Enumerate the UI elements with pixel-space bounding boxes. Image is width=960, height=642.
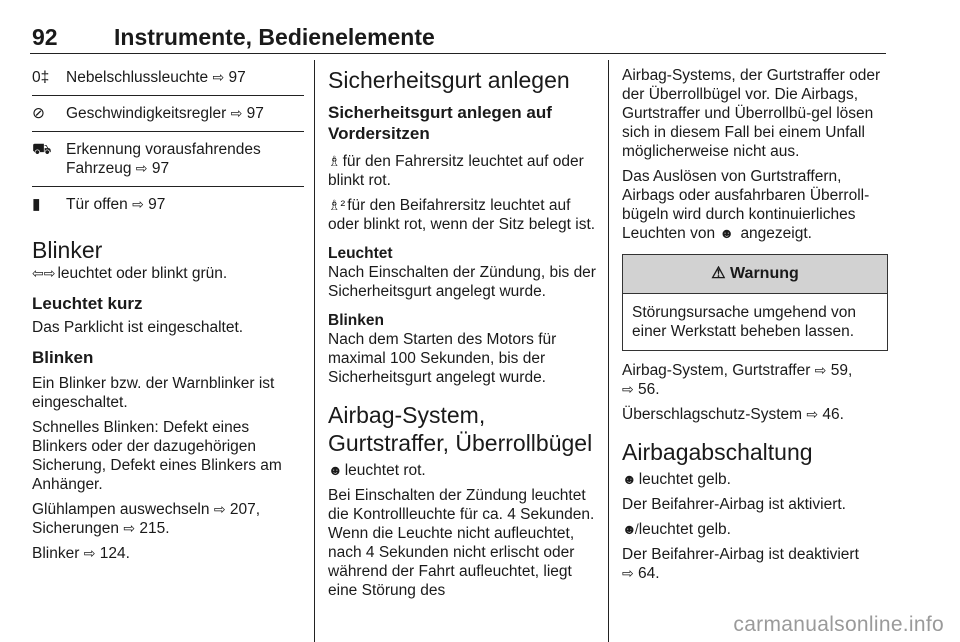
reference-arrow-icon: ⇨ xyxy=(622,565,634,581)
fog-light-icon: 0‡ xyxy=(32,69,50,86)
column-divider-1 xyxy=(314,60,315,642)
airbag-icon: ☻ xyxy=(719,225,735,241)
list-item-vehicle-ahead: ⛟ Erkennung vorausfahrendes Fahrzeug ⇨ 97 xyxy=(32,132,304,187)
seatbelt-icon: ♗ xyxy=(328,153,341,169)
column-1: 0‡ Nebelschlussleuchte ⇨ 97 ⊘ Geschwindigkeitsregler ⇨ 97 ⛟ Erkennung vorausfahrendes Fahrzeug ⇨ 97 ▮ Tür offen ⇨ 97 Blinker ⇦⇨ leuchtet oder blinkt grün. Leuchtet kurz Das Parklicht ist eingeschaltet. Blinken Ein Blinker bzw. der Warnblinker ist eingeschaltet. Schnelles Blinken: Defekt eines Blinkers oder der dazugehörigen Sicherung, Defekt eines Blinkers am Anhänger. Glühlampen auswechseln ⇨ 207, Sicherungen ⇨ 215. Blinker ⇨ 124. xyxy=(32,60,304,563)
warning-body: Störungsursache umgehend von einer Werkstatt beheben lassen. xyxy=(632,304,857,340)
section-heading-blinker: Blinker xyxy=(32,237,103,263)
page-title: Instrumente, Bedienelemente xyxy=(114,24,435,50)
warning-box xyxy=(622,254,888,351)
reference-arrow-icon: ⇨ xyxy=(806,406,819,422)
page-reference[interactable]: 97 xyxy=(151,160,170,177)
page-reference[interactable]: 97 xyxy=(228,69,246,86)
list-item-fog-light: 0‡ Nebelschlussleuchte ⇨ 97 xyxy=(32,60,304,96)
reference-arrow-icon: ⇨ xyxy=(123,520,136,536)
reference-arrow-icon: ⇨ xyxy=(212,69,225,85)
column-3: Airbag-Systems, der Gurtstraffer oder der Überrollbügel vor. Die Airbags, Gurtstraffer und Überrollbü-gel lösen sich in diesem Fall bei einem Unfall möglicherweise nicht aus. Das Auslösen von Gurtstraffern, Airbags oder ausfahrbaren Überroll-bügeln wird durch kontinuierliches Leuchten von ☻ angezeigt. ⚠ Warnung Störungsursache umgehend von einer Werkstatt beheben lassen. Airbag-System, Gurtstraffer ⇨ 59, ⇨ 56. Überschlagschutz-System ⇨ 46. Airbagabschaltung ☻ leuchtet gelb. Der Beifahrer-Airbag ist aktiviert. ☻̸ leuchtet gelb. Der Beifahrer-Airbag ist deaktiviert ⇨ 64. xyxy=(622,60,888,583)
page-header xyxy=(30,24,886,54)
airbag-icon: ☻ xyxy=(328,462,343,478)
section-heading-airbag-deactivation: Airbagabschaltung xyxy=(622,439,813,465)
section-heading-seatbelt: Sicherheitsgurt anlegen xyxy=(328,67,570,93)
warning-triangle-icon: ⚠ xyxy=(711,265,726,282)
seatbelt-passenger-icon: ♗² xyxy=(328,197,346,213)
subheading-leuchtet-kurz: Leuchtet kurz xyxy=(32,294,143,313)
page-reference[interactable]: 64. xyxy=(638,565,660,582)
subheading-front-seats: Sicherheitsgurt anlegen auf Vordersitzen xyxy=(328,103,552,143)
watermark: carmanualsonline.info xyxy=(733,613,944,636)
reference-arrow-icon: ⇨ xyxy=(132,196,144,212)
page-number: 92 xyxy=(32,24,58,50)
header-divider xyxy=(30,53,886,54)
reference-arrow-icon: ⇨ xyxy=(83,545,96,561)
airbag-on-icon: ☻ xyxy=(622,471,637,487)
page-reference[interactable]: 59, xyxy=(830,362,853,379)
list-item-door-open: ▮ Tür offen ⇨ 97 xyxy=(32,196,166,213)
warning-header xyxy=(623,255,887,294)
reference-arrow-icon: ⇨ xyxy=(135,160,148,176)
warning-title: Warnung xyxy=(730,265,799,282)
page-reference[interactable]: 97 xyxy=(246,105,264,122)
subheading-blinken: Blinken xyxy=(32,348,94,367)
list-item-cruise-control: ⊘ Geschwindigkeitsregler ⇨ 97 xyxy=(32,96,304,132)
subheading-blinken: Blinken xyxy=(328,312,384,329)
page-reference[interactable]: 207, xyxy=(229,501,261,518)
cruise-control-icon: ⊘ xyxy=(32,105,45,122)
page-reference[interactable]: 56. xyxy=(638,381,660,398)
reference-arrow-icon: ⇨ xyxy=(622,381,634,397)
airbag-off-icon: ☻̸ xyxy=(622,521,637,537)
door-open-icon: ▮ xyxy=(32,196,41,213)
page-reference[interactable]: 46. xyxy=(822,406,844,423)
column-2: Sicherheitsgurt anlegen Sicherheitsgurt anlegen auf Vordersitzen ♗ für den Fahrersitz leuchtet auf oder blinkt rot. ♗² für den Beifahrersitz leuchtet auf oder blinkt rot, wenn der Sitz belegt ist. Leuchtet Nach Einschalten der Zündung, bis der Sicherheitsgurt angelegt wurde. Blinken Nach dem Starten des Motors für maximal 100 Sekunden, bis der Sicherheitsgurt angelegt wurde. Airbag-System, Gurtstraffer, Überrollbügel ☻ leuchtet rot. Bei Einschalten der Zündung leuchtet die Kontrollleuchte für ca. 4 Sekunden. Wenn die Leuchte nicht aufleuchtet, nach 4 Sekunden nicht erlischt oder während der Fahrt aufleuchtet, liegt eine Störung des xyxy=(328,60,598,600)
page-reference[interactable]: 97 xyxy=(148,196,166,213)
page-reference[interactable]: 215. xyxy=(139,520,170,537)
reference-arrow-icon: ⇨ xyxy=(814,362,827,378)
vehicle-ahead-icon: ⛟ xyxy=(32,141,52,158)
subheading-leuchtet: Leuchtet xyxy=(328,245,393,262)
section-heading-airbag: Airbag-System, Gurtstraffer, Überrollbügel xyxy=(328,402,593,456)
turn-indicator-icon: ⇦⇨ xyxy=(32,265,56,281)
reference-arrow-icon: ⇨ xyxy=(213,501,226,517)
reference-arrow-icon: ⇨ xyxy=(230,105,243,121)
column-divider-2 xyxy=(608,60,609,642)
page-reference[interactable]: 124. xyxy=(99,545,130,562)
